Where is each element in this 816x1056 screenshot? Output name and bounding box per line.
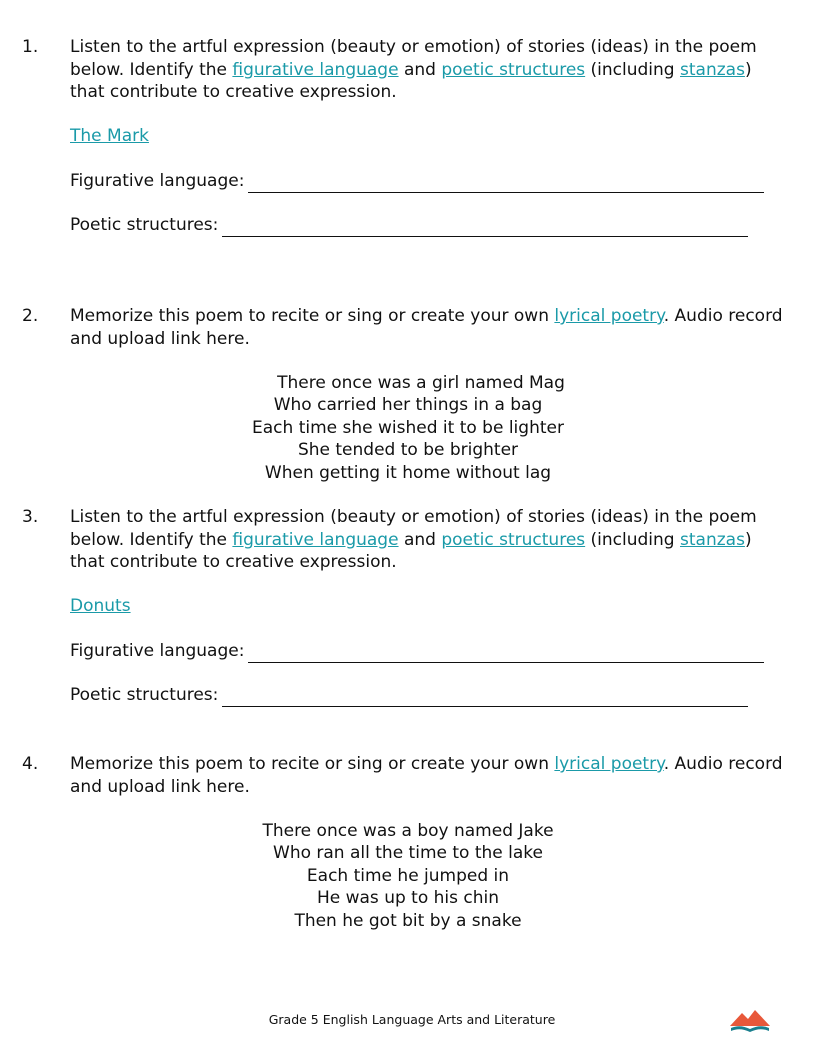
answer-line[interactable]	[248, 176, 764, 193]
poem-line: He was up to his chin	[316, 888, 500, 909]
question-number: 3.	[22, 507, 39, 527]
text-segment: (including	[585, 59, 681, 80]
question-text	[70, 506, 790, 574]
answer-line[interactable]	[248, 646, 764, 663]
poem-title-link-the-mark[interactable]: The Mark	[70, 126, 149, 146]
question-number: 1.	[22, 37, 39, 57]
poem-line: When getting it home without lag	[264, 462, 552, 483]
figurative-language-field[interactable]	[70, 170, 764, 193]
text-segment: Listen to the artful expression (beauty or emotion) of stories (ideas) in the poem below. Identify the	[70, 507, 757, 550]
poetic-structures-link[interactable]: poetic structures	[441, 529, 586, 550]
poem-line: There once was a boy named Jake	[262, 821, 554, 841]
question-text	[70, 305, 790, 350]
poem-line: Then he got bit by a snake	[294, 910, 522, 931]
poem-line: Each time he jumped in	[306, 865, 510, 886]
poetic-structures-field[interactable]	[70, 214, 748, 237]
lyrical-poetry-link[interactable]: lyrical poetry	[554, 754, 664, 774]
text-segment: and	[398, 529, 442, 550]
poem-line: She tended to be brighter	[297, 440, 519, 461]
question-number: 2.	[22, 306, 39, 326]
poem-title-link-donuts[interactable]: Donuts	[70, 596, 131, 616]
field-label: Figurative language:	[70, 171, 245, 191]
lyrical-poetry-link[interactable]: lyrical poetry	[554, 306, 664, 326]
text-segment: ) that contribute to creative expression.	[70, 529, 752, 572]
figurative-language-link[interactable]: figurative language	[232, 59, 399, 80]
text-segment: and	[398, 59, 442, 80]
field-label: Poetic structures:	[70, 215, 219, 235]
field-label: Figurative language:	[70, 641, 245, 661]
stanzas-link[interactable]: stanzas	[680, 59, 745, 80]
question-number: 4.	[22, 754, 39, 774]
text-segment: Memorize this poem to recite or sing or create your own	[70, 754, 555, 774]
answer-line[interactable]	[222, 220, 748, 237]
poem-line: Who ran all the time to the lake	[273, 843, 543, 864]
poem-mag	[0, 372, 816, 484]
question-text	[70, 36, 790, 104]
page-footer: Grade 5 English Language Arts and Literature	[268, 1012, 556, 1027]
stanzas-link[interactable]: stanzas	[680, 529, 745, 550]
figurative-language-link[interactable]: figurative language	[232, 529, 399, 550]
poetic-structures-link[interactable]: poetic structures	[441, 59, 586, 80]
field-label: Poetic structures:	[70, 685, 219, 705]
poetic-structures-field[interactable]	[70, 684, 748, 707]
poem-line: Who carried her things in a bag	[273, 395, 543, 416]
text-segment: (including	[585, 529, 681, 550]
poem-line: Each time she wished it to be lighter	[252, 417, 564, 438]
question-text	[70, 753, 790, 798]
answer-line[interactable]	[222, 690, 748, 707]
poem-jake	[0, 820, 816, 932]
mountain-book-logo-icon	[728, 1004, 772, 1034]
text-segment: . Audio record and upload link here.	[70, 754, 783, 797]
text-segment: . Audio record and upload link here.	[70, 306, 783, 349]
text-segment: ) that contribute to creative expression.	[70, 59, 752, 102]
text-segment: Listen to the artful expression (beauty or emotion) of stories (ideas) in the poem below. Identify the	[70, 37, 757, 80]
poem-line: There once was a girl named Mag	[277, 373, 565, 393]
figurative-language-field[interactable]	[70, 640, 764, 663]
text-segment: Memorize this poem to recite or sing or create your own	[70, 306, 555, 326]
